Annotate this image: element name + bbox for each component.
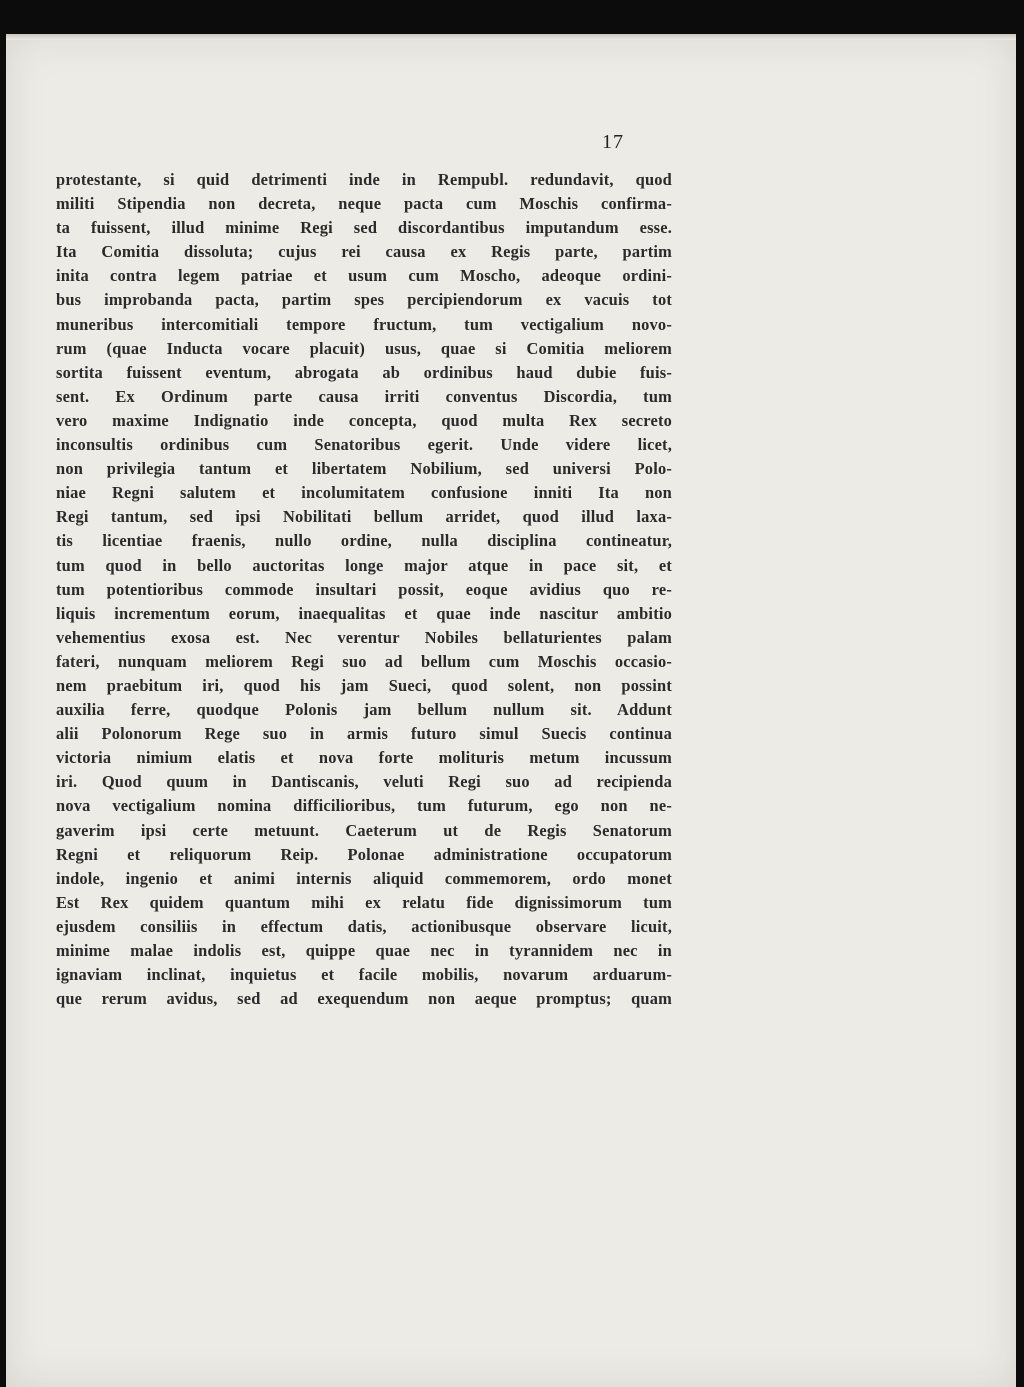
text-line: vehementius exosa est. Nec verentur Nobiles bellaturientes palam: [56, 627, 672, 647]
text-line: gaverim ipsi certe metuunt. Caeterum ut de Regis Senatorum: [56, 820, 672, 840]
text-line: inconsultis ordinibus cum Senatoribus egerit. Unde videre licet,: [56, 435, 672, 455]
text-line: Regi tantum, sed ipsi Nobilitati bellum arridet, quod illud laxa-: [56, 507, 672, 527]
text-line: que rerum avidus, sed ad exequendum non aeque promptus; quam: [56, 989, 672, 1009]
text-line: ignaviam inclinat, inquietus et facile mobilis, novarum arduarum-: [56, 965, 672, 985]
text-line: nova vectigalium nomina difficilioribus, tum futurum, ego non ne-: [56, 796, 672, 816]
text-line: tum quod in bello auctoritas longe major atque in pace sit, et: [56, 555, 672, 575]
text-line: niae Regni salutem et incolumitatem confusione inniti Ita non: [56, 483, 672, 503]
text-line: tis licentiae fraenis, nullo ordine, nulla disciplina contineatur,: [56, 531, 672, 551]
text-line: Regni et reliquorum Reip. Polonae administratione occupatorum: [56, 844, 672, 864]
text-line: auxilia ferre, quodque Polonis jam bellum nullum sit. Addunt: [56, 700, 672, 720]
text-line: rum (quae Inducta vocare placuit) usus, quae si Comitia meliorem: [56, 338, 672, 358]
text-line: alii Polonorum Rege suo in armis futuro simul Suecis continua: [56, 724, 672, 744]
text-line: tum potentioribus commode insultari possit, eoque avidius quo re-: [56, 579, 672, 599]
text-line: nem praebitum iri, quod his jam Sueci, quod solent, non possint: [56, 675, 672, 695]
text-line: indole, ingenio et animi internis aliquid commemorem, ordo monet: [56, 868, 672, 888]
text-line: non privilegia tantum et libertatem Nobilium, sed universi Polo-: [56, 459, 672, 479]
text-line: iri. Quod quum in Dantiscanis, veluti Regi suo ad recipienda: [56, 772, 672, 792]
body-text: [56, 168, 672, 1011]
text-line: Ita Comitia dissoluta; cujus rei causa ex Regis parte, partim: [56, 242, 672, 262]
page-number: 17: [602, 131, 624, 153]
text-line: sent. Ex Ordinum parte causa irriti conventus Discordia, tum: [56, 386, 672, 406]
text-line: inita contra legem patriae et usum cum Moscho, adeoque ordini-: [56, 266, 672, 286]
page-edge: [6, 34, 1016, 40]
text-line: fateri, nunquam meliorem Regi suo ad bellum cum Moschis occasio-: [56, 651, 672, 671]
text-line: ta fuissent, illud minime Regi sed discordantibus imputandum esse.: [56, 218, 672, 238]
text-line: militi Stipendia non decreta, neque pacta cum Moschis confirma-: [56, 194, 672, 214]
document-page: [6, 34, 1016, 1387]
text-line: liquis incrementum eorum, inaequalitas et quae inde nascitur ambitio: [56, 603, 672, 623]
text-line: minime malae indolis est, quippe quae nec in tyrannidem nec in: [56, 941, 672, 960]
text-line: muneribus intercomitiali tempore fructum, tum vectigalium novo-: [56, 314, 672, 334]
text-line: sortita fuissent eventum, abrogata ab ordinibus haud dubie fuis-: [56, 362, 672, 382]
text-line: victoria nimium elatis et nova forte molituris metum incussum: [56, 748, 672, 768]
text-line: bus improbanda pacta, partim spes percipiendorum ex vacuis tot: [56, 290, 672, 310]
text-line: vero maxime Indignatio inde concepta, quod multa Rex secreto: [56, 410, 672, 430]
text-line: protestante, si quid detrimenti inde in Rempubl. redundavit, quod: [56, 170, 672, 189]
text-line: ejusdem consiliis in effectum datis, actionibusque observare licuit,: [56, 916, 672, 936]
text-line: Est Rex quidem quantum mihi ex relatu fide dignissimorum tum: [56, 892, 672, 912]
